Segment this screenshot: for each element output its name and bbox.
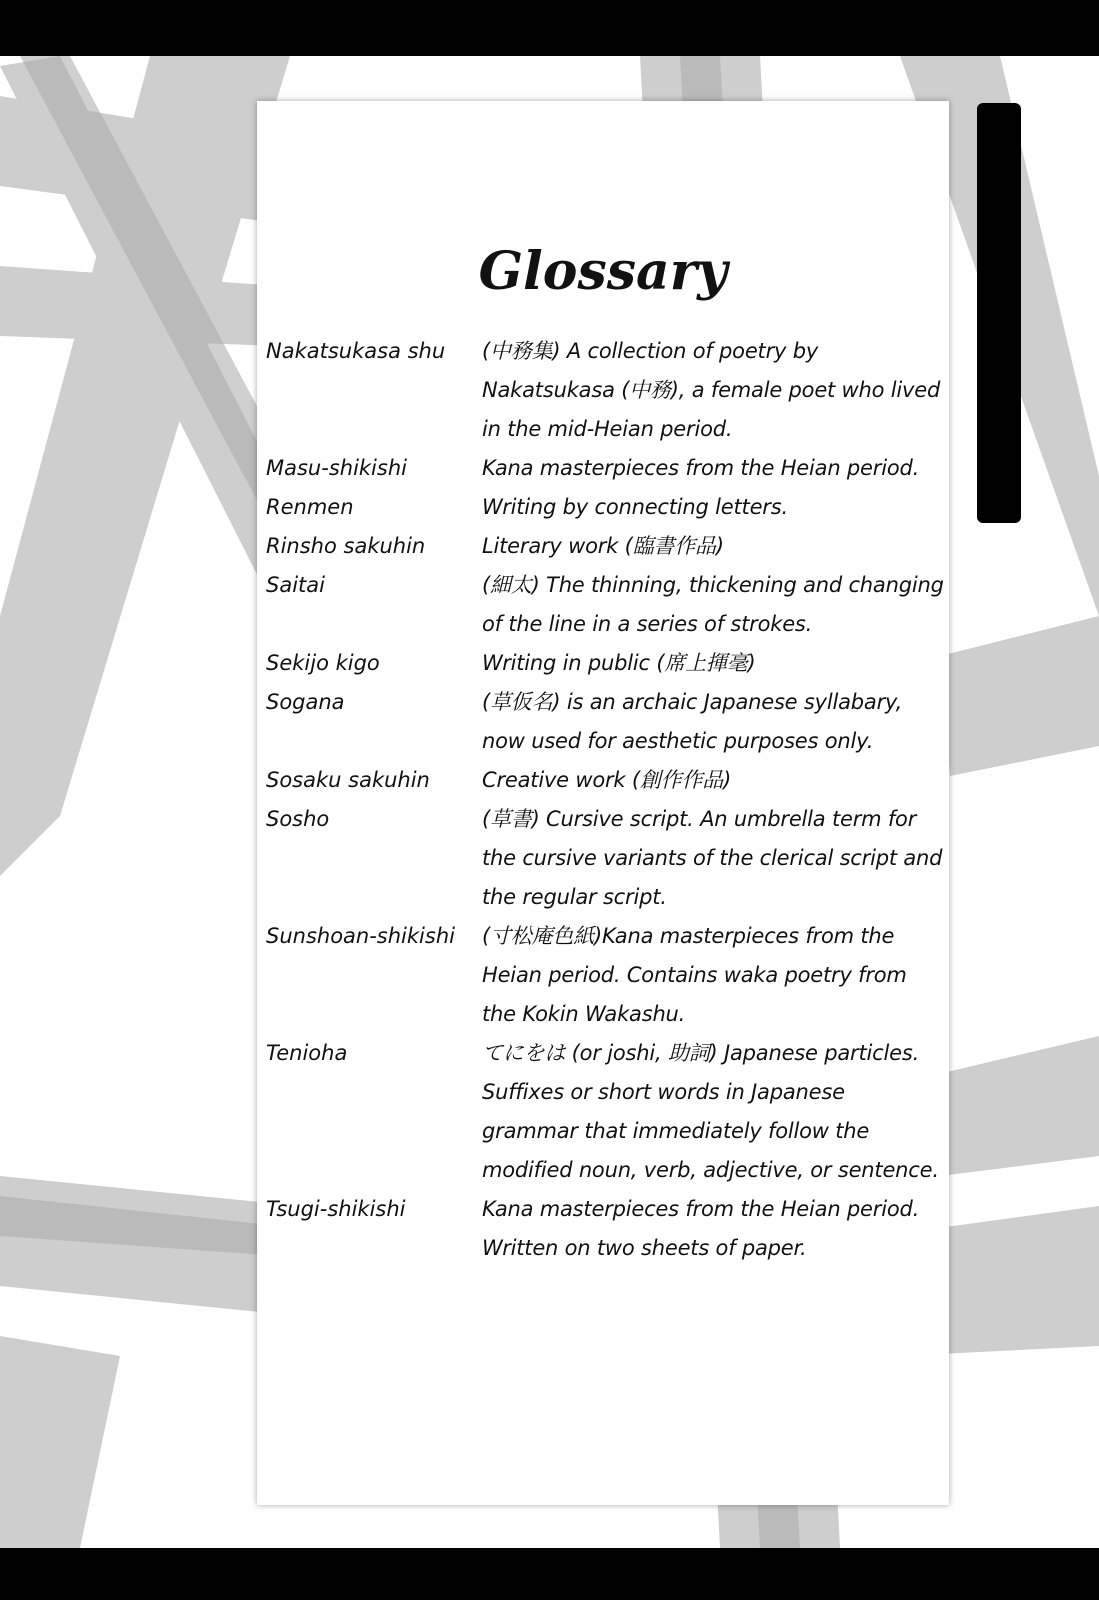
glossary-definition: Literary work (臨書作品): [482, 534, 724, 558]
glossary-entry: [266, 1034, 946, 1190]
glossary-term: Rinsho sakuhin: [266, 534, 426, 558]
glossary-term: Masu-shikishi: [266, 456, 407, 480]
glossary-definition: (草書) Cursive script. An umbrella term for the cursive variants of the clerical script and the regular script.: [482, 807, 943, 909]
glossary-definition: てにをは (or joshi, 助詞) Japanese particles. Suffixes or short words in Japanese grammar that immediately follow the modified noun, verb, adjective, or sentence.: [482, 1041, 939, 1182]
glossary-entry: [266, 917, 946, 1034]
glossary-entry: [266, 761, 946, 800]
glossary-term: Sunshoan-shikishi: [266, 924, 455, 948]
glossary-entry: [266, 449, 946, 488]
glossary-entry: [266, 488, 946, 527]
glossary-title: Glossary: [478, 241, 728, 302]
glossary-entry: [266, 566, 946, 644]
glossary-definition: Creative work (創作作品): [482, 768, 732, 792]
glossary-definition: (細太) The thinning, thickening and changing of the line in a series of strokes.: [482, 573, 944, 636]
glossary-entry: [266, 800, 946, 917]
bottom-letterbox-bar: [0, 1548, 1099, 1600]
glossary-entries: [266, 332, 946, 1268]
glossary-term: Tenioha: [266, 1041, 348, 1065]
glossary-term: Renmen: [266, 495, 354, 519]
glossary-card: [257, 101, 949, 1505]
glossary-term: Nakatsukasa shu: [266, 339, 446, 363]
glossary-definition: (寸松庵色紙)Kana masterpieces from the Heian period. Contains waka poetry from the Kokin Wakashu.: [482, 924, 907, 1026]
scrollbar-thumb[interactable]: [977, 103, 1021, 523]
glossary-definition: Kana masterpieces from the Heian period.: [482, 456, 920, 480]
glossary-entry: [266, 527, 946, 566]
glossary-entry: [266, 332, 946, 449]
glossary-term: Sosaku sakuhin: [266, 768, 430, 792]
glossary-definition: Kana masterpieces from the Heian period. Written on two sheets of paper.: [482, 1197, 920, 1260]
glossary-definition: (草仮名) is an archaic Japanese syllabary, now used for aesthetic purposes only.: [482, 690, 903, 753]
glossary-entry: [266, 1190, 946, 1268]
glossary-term: Sekijo kigo: [266, 651, 380, 675]
glossary-term: Sosho: [266, 807, 330, 831]
glossary-term: Saitai: [266, 573, 325, 597]
top-letterbox-bar: [0, 0, 1099, 56]
glossary-entry: [266, 644, 946, 683]
glossary-definition: Writing by connecting letters.: [482, 495, 788, 519]
glossary-term: Sogana: [266, 690, 345, 714]
glossary-term: Tsugi-shikishi: [266, 1197, 406, 1221]
glossary-definition: Writing in public (席上揮毫): [482, 651, 756, 675]
glossary-entry: [266, 683, 946, 761]
glossary-definition: (中務集) A collection of poetry by Nakatsukasa (中務), a female poet who lived in the mid-Heian period.: [482, 339, 941, 441]
